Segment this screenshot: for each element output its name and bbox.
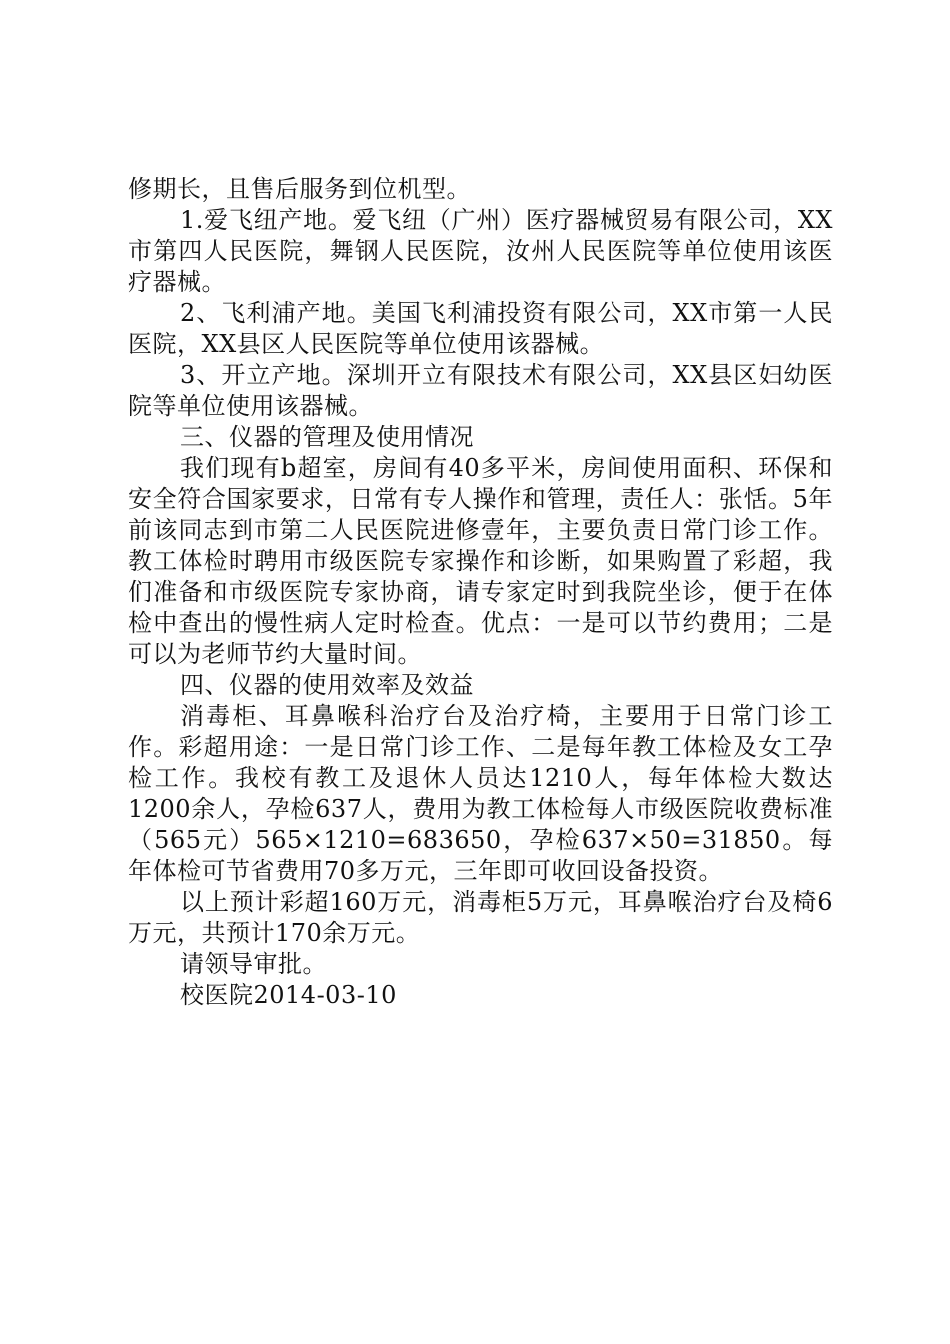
paragraph-efficiency: 消毒柜、耳鼻喉科治疗台及治疗椅，主要用于日常门诊工作。彩超用途：一是日常门诊工作、二是每年教工体检及女工孕检工作。我校有教工及退休人员达1210人，每年体检大数达1200余人，孕检637人，费用为教工体检每人市级医院收费标准（565元）565×1210=683650，孕检637×50=31850。每年体检可节省费用70多万元，三年即可收回设备投资。 [128, 702, 833, 885]
section-heading-management: 三、仪器的管理及使用情况 [180, 423, 474, 451]
document-body [128, 174, 833, 1011]
paragraph-request: 请领导审批。 [180, 950, 327, 978]
section-heading-efficiency: 四、仪器的使用效率及效益 [180, 671, 474, 699]
paragraph-brand-2: 2、飞利浦产地。美国飞利浦投资有限公司，XX市第一人民医院，XX县区人民医院等单位使用该器械。 [128, 299, 833, 358]
paragraph-management: 我们现有b超室，房间有40多平米，房间使用面积、环保和安全符合国家要求，日常有专人操作和管理，责任人：张恬。5年前该同志到市第二人民医院进修壹年，主要负责日常门诊工作。教工体检时聘用市级医院专家操作和诊断，如果购置了彩超，我们准备和市级医院专家协商，请专家定时到我院坐诊，便于在体检中查出的慢性病人定时检查。优点：一是可以节约费用；二是可以为老师节约大量时间。 [128, 454, 833, 668]
paragraph-budget: 以上预计彩超160万元，消毒柜5万元，耳鼻喉治疗台及椅6万元，共预计170余万元。 [128, 888, 833, 947]
paragraph-brand-1: 1.爱飞纽产地。爱飞纽（广州）医疗器械贸易有限公司，XX市第四人民医院，舞钢人民医院，汝州人民医院等单位使用该医疗器械。 [128, 206, 833, 296]
paragraph-continuation: 修期长，且售后服务到位机型。 [128, 175, 471, 203]
paragraph-brand-3: 3、开立产地。深圳开立有限技术有限公司，XX县区妇幼医院等单位使用该器械。 [128, 361, 833, 420]
signature-line: 校医院2014-03-10 [180, 981, 397, 1009]
